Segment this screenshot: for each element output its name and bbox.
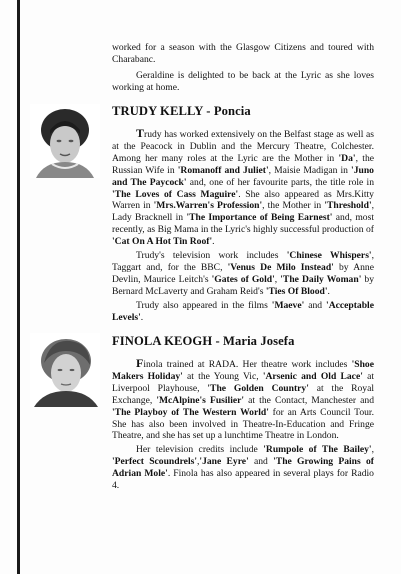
work-title: 'Shoe Makers Holiday'	[112, 359, 374, 382]
finola-bio-paragraph-1: Finola trained at RADA. Her theatre work includes 'Shoe Makers Holiday' at the Young Vic, 'Arsenic and Old Lace' at Liverpool Playhouse, 'The Golden Country' at the Royal Exchange, 'McAlpine's Fusilier' at the Contact, Manchester and 'The Playboy of The Western World' for an Arts Council Tour. She has also been involved in Theatre-In-Education and Fringe Theatre, and she has set up a lunchtime Theatre in London.	[112, 356, 375, 442]
work-title: 'Juno and The Paycock'	[112, 164, 374, 188]
work-title: 'McAlpine's Fusilier'	[156, 394, 245, 406]
work-title: 'The Daily Woman'	[280, 273, 362, 285]
trudy-bio-paragraph-3: Trudy also appeared in the films 'Maeve' and 'Acceptable Levels'.	[112, 299, 374, 323]
intro-paragraph-2: Geraldine is delighted to be back at the Lyric as she loves working at home.	[112, 69, 374, 93]
work-title: 'Da'	[338, 152, 356, 164]
work-title: 'Threshold'	[324, 200, 372, 212]
trudy-kelly-section	[112, 104, 374, 324]
work-title: 'Maeve'	[271, 299, 305, 311]
work-title: 'Romanoff and Juliet'	[177, 164, 269, 176]
work-title: 'Acceptable Levels'	[112, 299, 374, 323]
work-title: 'Cat On A Hot Tin Roof'	[112, 236, 213, 248]
work-title: 'Venus De Milo Instead'	[227, 261, 334, 273]
drop-cap: F	[136, 356, 144, 370]
work-title: 'The Growing Pains of Adrian Mole'	[112, 456, 375, 480]
trudy-bio-paragraph-2: Trudy's television work includes 'Chinese Whispers', Taggart and, for the BBC, 'Venus De Milo Instead' by Anne Devlin, Maurice Leitch's 'Gates of Gold', 'The Daily Woman' by Bernard McLaverty and Graham Reid's 'Ties Of Blood'.	[112, 250, 375, 297]
work-title: 'Jane Eyre'	[199, 456, 249, 468]
work-title: 'Ties Of Blood'	[265, 285, 328, 297]
work-title: 'The Playboy of The Western World'	[112, 406, 269, 418]
drop-cap: T	[136, 126, 145, 140]
trudy-kelly-photo	[30, 104, 100, 178]
work-title: 'Rumpole of The Bailey'	[263, 444, 372, 456]
work-title: 'The Importance of Being Earnest'	[186, 212, 333, 224]
finola-keogh-photo	[30, 333, 100, 407]
finola-bio-paragraph-2: Her television credits include 'Rumpole of The Bailey', 'Perfect Scoundrels','Jane Eyre' and 'The Growing Pains of Adrian Mole'. Finola has also appeared in several plays for Radio 4.	[112, 444, 375, 492]
intro-paragraph-1: worked for a season with the Glasgow Citizens and toured with Charabanc.	[112, 42, 374, 65]
trudy-bio-paragraph-1: Trudy has worked extensively on the Belfast stage as well as at the Peacock in Dublin and the Mercury Theatre, Colchester. Among her many roles at the Lyric are the Mother in 'Da', the Russian Wife in 'Romanoff and Juliet', Maisie Madigan in 'Juno and The Paycock' and, one of her favourite parts, the title role in 'The Loves of Cass Maguire'. She also appeared as Mrs.Kitty Warren in 'Mrs.Warren's Profession', the Mother in 'Threshold', Lady Bracknell in 'The Importance of Being Earnest' and, most recently, as Big Mama in the Lyric's highly successful production of 'Cat On A Hot Tin Roof'.	[112, 126, 375, 248]
work-title: 'Arsenic and Old Lace'	[262, 370, 363, 382]
binding-rule	[17, 0, 20, 574]
work-title: 'Chinese Whispers'	[286, 250, 372, 262]
work-title: 'Mrs.Warren's Profession'	[153, 200, 263, 212]
trudy-kelly-heading: TRUDY KELLY - Poncia	[112, 104, 251, 118]
intro-block	[112, 42, 374, 94]
finola-keogh-section	[112, 334, 374, 492]
work-title: 'Perfect Scoundrels'	[112, 456, 198, 468]
work-title: 'Gates of Gold'	[211, 273, 275, 285]
work-title: 'The Loves of Cass Maguire'	[112, 188, 239, 200]
work-title: 'The Golden Country'	[207, 382, 309, 394]
finola-keogh-heading: FINOLA KEOGH - Maria Josefa	[112, 334, 295, 348]
